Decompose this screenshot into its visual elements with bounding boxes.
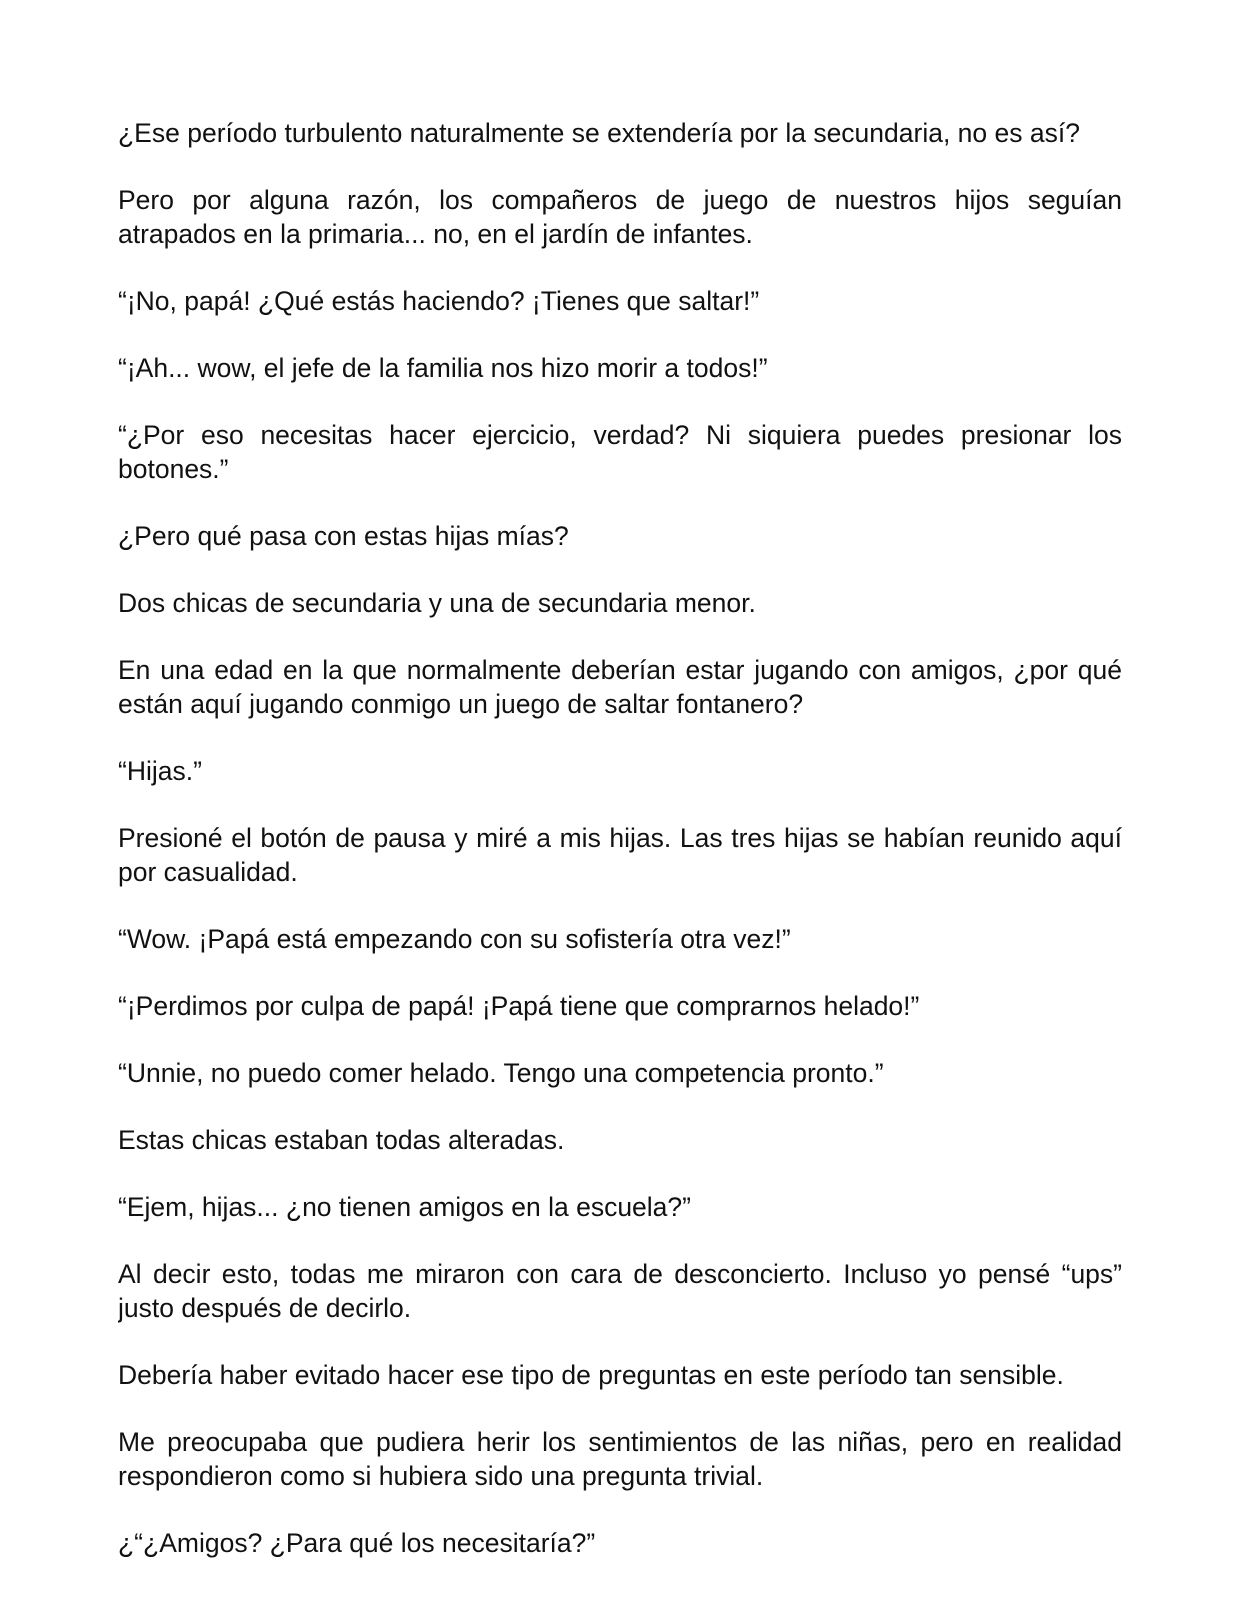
paragraph-4: “¡Ah... wow, el jefe de la familia nos hizo morir a todos!”	[118, 353, 768, 383]
paragraph-3: “¡No, papá! ¿Qué estás haciendo? ¡Tienes que saltar!”	[118, 286, 760, 316]
paragraph-16: Al decir esto, todas me miraron con cara de desconcierto. Incluso yo pensé “ups” justo después de decirlo.	[118, 1259, 1122, 1323]
paragraph-14: Estas chicas estaban todas alteradas.	[118, 1125, 565, 1155]
paragraph-9: “Hijas.”	[118, 756, 202, 786]
paragraph-15: “Ejem, hijas... ¿no tienen amigos en la escuela?”	[118, 1192, 691, 1222]
paragraph-5: “¿Por eso necesitas hacer ejercicio, verdad? Ni siquiera puedes presionar los botones.”	[118, 420, 1122, 484]
paragraph-13: “Unnie, no puedo comer helado. Tengo una competencia pronto.”	[118, 1058, 884, 1088]
paragraph-19: ¿“¿Amigos? ¿Para qué los necesitaría?”	[118, 1528, 596, 1558]
paragraph-6: ¿Pero qué pasa con estas hijas mías?	[118, 521, 569, 551]
document-page	[118, 116, 1122, 1620]
paragraph-18: Me preocupaba que pudiera herir los sentimientos de las niñas, pero en realidad respondieron como si hubiera sido una pregunta trivial.	[118, 1427, 1122, 1491]
paragraph-17: Debería haber evitado hacer ese tipo de preguntas en este período tan sensible.	[118, 1360, 1064, 1390]
paragraph-8: En una edad en la que normalmente deberían estar jugando con amigos, ¿por qué están aquí jugando conmigo un juego de saltar fontanero?	[118, 655, 1122, 719]
paragraph-1: ¿Ese período turbulento naturalmente se extendería por la secundaria, no es así?	[118, 118, 1080, 148]
paragraph-11: “Wow. ¡Papá está empezando con su sofistería otra vez!”	[118, 924, 791, 954]
paragraph-7: Dos chicas de secundaria y una de secundaria menor.	[118, 588, 756, 618]
paragraph-12: “¡Perdimos por culpa de papá! ¡Papá tiene que comprarnos helado!”	[118, 991, 920, 1021]
paragraph-2: Pero por alguna razón, los compañeros de juego de nuestros hijos seguían atrapados en la primaria... no, en el jardín de infantes.	[118, 185, 1122, 249]
paragraph-10: Presioné el botón de pausa y miré a mis hijas. Las tres hijas se habían reunido aquí por casualidad.	[118, 823, 1122, 887]
